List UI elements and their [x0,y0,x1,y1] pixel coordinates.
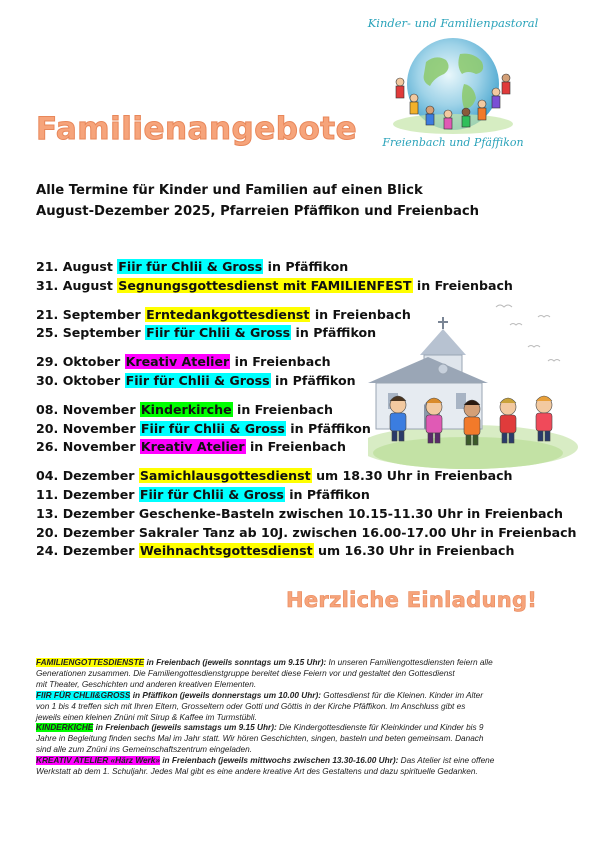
globe-children-logo-icon [378,34,528,138]
event-date: 29. Oktober [36,354,125,370]
event-title: Fiir für Chlii & Gross [139,486,284,502]
event-details: in Pfäffikon [289,486,370,502]
event-title: Weihnachtsgottesdienst [139,543,313,559]
description-label: FIIR FÜR CHLII&GROSS [36,690,131,700]
event-date: 20. November [36,420,140,436]
event-row [36,420,556,439]
description-block [36,658,561,691]
description-text: Das Atelier ist eine offene [400,756,495,766]
event-row [36,353,556,372]
description-label: KREATIV ATELIER «Härz Werk» [36,756,160,766]
event-details: um 18.30 Uhr in Freienbach [316,468,513,484]
event-details: in Freienbach [416,277,513,293]
description-schedule: in Freienbach (jeweils sonntags um 9.15 Uhr): [144,658,329,667]
logo [358,12,548,162]
description-schedule: in Pfäffikon (jeweils donnerstags um 10.00 Uhr): [130,690,324,700]
subtitle-line-2: August-Dezember 2025, Pfarreien Pfäffikon und Freienbach [36,204,480,219]
event-row [36,401,556,420]
event-row [36,438,556,457]
description-text: Generationen zusammen. Die Familiengottesdienstgruppe bereitet diese Feiern vor und gestaltet den Gottesdienst [36,668,455,678]
description-block [36,691,561,724]
description-line [36,723,561,734]
event-date: 21. August [36,259,118,274]
event-date: 24. Dezember [36,543,139,559]
event-title: Erntedankgottesdienst [146,306,310,322]
description-line [36,713,561,724]
logo-bottom-text: Freienbach und Pfäffikon [382,136,524,149]
event-details: in Pfäffikon [267,259,349,274]
description-label: FAMILIENGOTTESDIENSTE [36,658,145,667]
invitation-heading: Herzliche Einladung! [286,588,538,612]
event-date: 04. Dezember [36,468,139,484]
event-group [36,401,556,457]
description-line [36,669,561,680]
description-text: Gottesdienst für die Kleinen. Kinder im Alter [323,690,484,700]
event-date: 08. November [36,401,140,417]
description-text: von 1 bis 4 treffen sich mit Ihren Eltern, Grosseltern oder Gotti und Göttis in der Kirche Pfäffikon. Im Anschluss gibt es [36,701,466,711]
event-title: Fiir für Chlii & Gross [118,259,263,274]
event-title: Kreativ Atelier [140,439,245,455]
event-date: 11. Dezember [36,486,139,502]
event-row [36,372,556,391]
event-group [36,258,556,296]
event-details: in Freienbach [314,306,411,322]
event-date: 25. September [36,325,146,341]
event-details: Sakraler Tanz ab 10J. zwischen 16.00-17.00 Uhr in Freienbach [138,524,577,540]
description-text: sind alle zum Znüni ins Gemeinschaftszentrum eingeladen. [36,745,252,755]
description-schedule: in Freienbach (jeweils samstags um 9.15 Uhr): [93,723,279,733]
event-title: Fiir für Chlii & Gross [140,420,285,436]
event-group [36,353,556,391]
description-line [36,767,561,778]
event-details: in Pfäffikon [290,420,371,436]
description-line [36,680,561,691]
description-text: Jahre in Begleitung finden sechs Mal im Jahr statt. Wir hören Geschichten, singen, basteln und beten gemeinsam. Danach [36,734,484,744]
description-text: mit Theater, Geschichten und anderen kreativen Elementen. [36,679,257,689]
event-details: in Pfäffikon [295,325,377,341]
event-date: 21. September [36,306,146,322]
page-title: Familienangebote [36,111,358,147]
event-date: 13. Dezember [36,505,139,521]
offer-descriptions [36,658,561,778]
description-schedule: in Freienbach (jeweils mittwochs zwischen 13.30-16.00 Uhr): [159,756,401,766]
description-line [36,756,561,767]
event-row [36,467,556,486]
event-date: 31. August [36,277,118,293]
description-text: Werkstatt ab dem 1. Schuljahr. Jedes Mal gibt es eine andere kreative Art des Gestaltens und dazu spirituelle Gedanken. [36,767,478,777]
event-details: Geschenke-Basteln zwischen 10.15-11.30 Uhr in Freienbach [138,505,563,521]
event-title: Kinderkirche [140,401,232,417]
event-row [36,324,556,343]
description-line [36,702,561,713]
description-text: Die Kindergottesdienste für Kleinkinder und Kinder bis 9 [278,723,484,733]
subtitle-line-1: Alle Termine für Kinder und Familien auf einen Blick [36,183,423,198]
logo-top-text: Kinder- und Familienpastoral [367,16,539,30]
event-row [36,306,556,325]
event-title: Fiir für Chlii & Gross [146,325,291,341]
event-details: in Freienbach [249,439,346,455]
description-block [36,723,561,756]
description-text: In unseren Familiengottesdiensten feiern alle [328,658,493,667]
description-line [36,658,561,669]
event-row [36,524,577,543]
event-group [36,467,577,561]
event-title: Segnungsgottesdienst mit FAMILIENFEST [118,277,412,293]
event-details: in Freienbach [234,354,331,370]
event-details: in Pfäffikon [274,372,356,388]
description-label: KINDERKICHE [36,723,94,733]
event-date: 20. Dezember [36,524,139,540]
event-row [36,277,556,296]
event-row [36,486,556,505]
event-date: 26. November [36,439,140,455]
event-row [36,542,556,561]
event-details: in Freienbach [237,401,333,417]
event-list [36,258,577,571]
event-title: Kreativ Atelier [125,354,230,370]
event-date: 30. Oktober [36,372,125,388]
description-block [36,756,561,778]
description-line [36,745,561,756]
event-row [36,258,556,277]
subtitle [36,180,479,222]
description-line [36,691,561,702]
event-group [36,306,556,344]
description-text: jeweils einen kleinen Znüni mit Sirup & Kaffee im Turmstübli. [36,712,257,722]
event-row [36,505,563,524]
description-line [36,734,561,745]
event-title: Fiir für Chlii & Gross [125,372,270,388]
event-details: um 16.30 Uhr in Freienbach [318,543,515,559]
event-title: Samichlausgottesdienst [139,468,311,484]
